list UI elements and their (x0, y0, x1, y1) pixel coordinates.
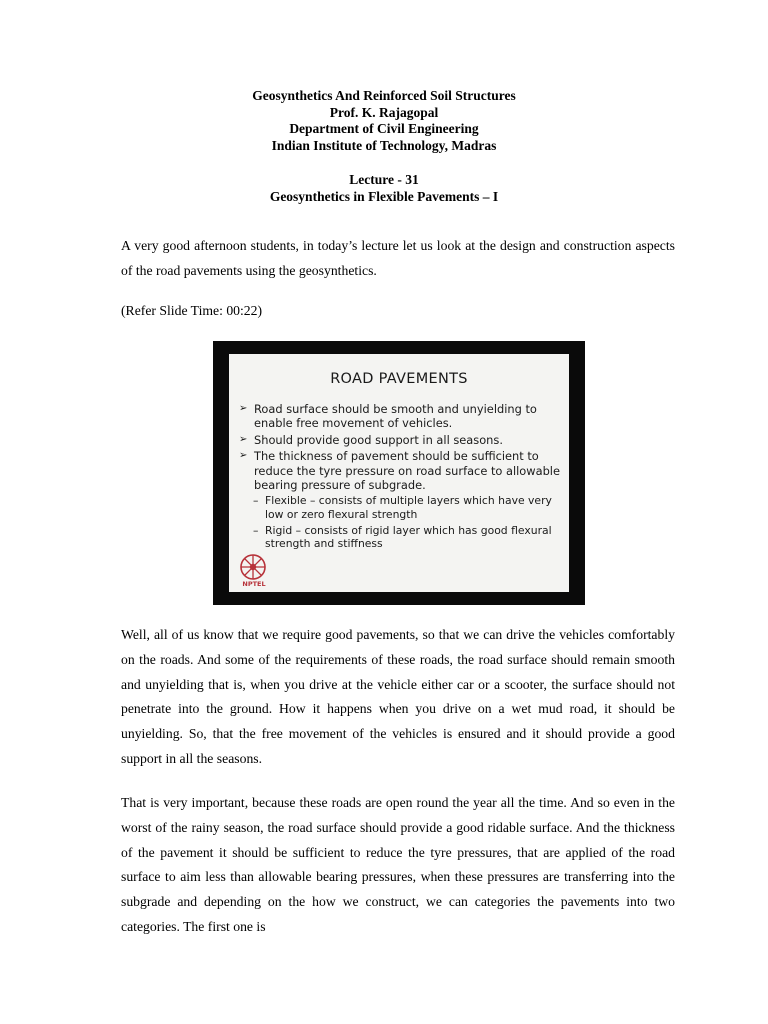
professor-name: Prof. K. Rajagopal (329, 104, 439, 120)
slide-bullet (239, 449, 564, 492)
nptel-logo-text: NPTEL (242, 580, 266, 588)
slide-bullet-text: Road surface should be smooth and unyielding to enable free movement of vehicles. (254, 402, 537, 431)
slide-bullet-list (239, 402, 564, 551)
arrow-bullet-icon: ➢ (239, 403, 248, 414)
slide-bullet-text: Should provide good support in all seasons. (254, 432, 503, 447)
lecture-slide-image (213, 341, 585, 605)
slide-subbullet-text: Flexible – consists of multiple layers which have very low or zero flexural strength (265, 494, 552, 522)
slide-subbullet: – Flexible – consists of multiple layers which have very low or zero flexural strength (253, 494, 552, 522)
document-header (0, 88, 768, 154)
slide-bullet (239, 402, 564, 431)
department-name: Department of Civil Engineering (289, 121, 479, 136)
slide-subbullet-text: Rigid – consists of rigid layer which has good flexural strength and stiffness (265, 523, 552, 551)
slide-title: ROAD PAVEMENTS (330, 371, 468, 387)
slide-content (229, 354, 569, 592)
lecture-header (0, 172, 768, 205)
body-paragraph: That is very important, because these roads are open round the year all the time. And so even in the worst of the rainy season, the road surface should provide a good ridable surface. And the thickness of the pavement it should be sufficient to reduce the tyre pressures, that are applied of the road surface to aim less than allowable bearing pressures, when these pressures are transferring into the subgrade and depending on the how we construct, we can categories the pavements into two categories. The first one is (121, 795, 675, 934)
intro-paragraph: A very good afternoon students, in today’s lecture let us look at the design and construction aspects of the road pavements using the geosynthetics. (121, 238, 675, 278)
lecture-title: Geosynthetics in Flexible Pavements – I (269, 188, 499, 204)
arrow-bullet-icon: ➢ (239, 450, 248, 462)
slide-subbullet: – Rigid – consists of rigid layer which has good flexural strength and stiffness (253, 523, 552, 551)
arrow-bullet-icon: ➢ (239, 433, 248, 445)
course-title: Geosynthetics And Reinforced Soil Structures (252, 88, 516, 103)
lecture-number: Lecture - 31 (349, 172, 419, 187)
institute-name: Indian Institute of Technology, Madras (271, 137, 497, 153)
slide-reference: (Refer Slide Time: 00:22) (121, 303, 263, 318)
slide-bullet (239, 433, 564, 447)
slide-bullet-text: The thickness of pavement should be sufficient to reduce the tyre pressure on road surface to allowable bearing pressure of subgrade. (254, 449, 560, 493)
body-paragraph: Well, all of us know that we require good pavements, so that we can drive the vehicles comfortably on the roads. And some of the requirements of these roads, the road surface should remain smooth and unyielding that is, when you drive at the vehicle either car or a scooter, the surface should not penetrate into the ground. How it happens when you drive on a wet mud road, it should be unyielding. So, that the free movement of the vehicles is ensured and it should provide a good support in all the seasons. (121, 627, 675, 766)
